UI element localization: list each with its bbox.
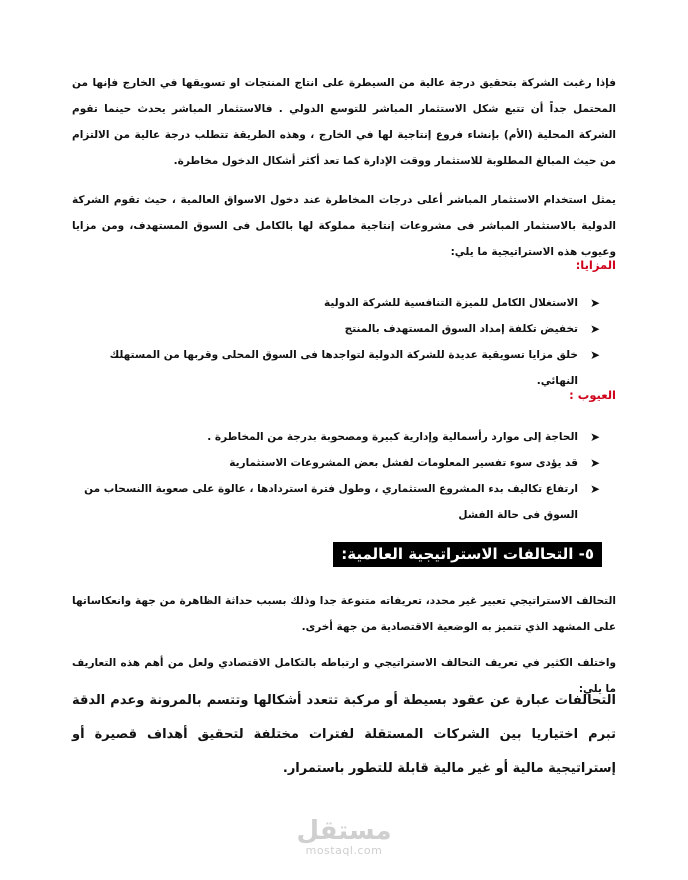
list-item-text: الاستغلال الكامل للميزة التنافسية للشركة الدولية	[324, 297, 578, 309]
advantages-heading: المزايا:	[575, 258, 616, 272]
arrowhead-bullet-icon: ➤	[589, 456, 600, 470]
section-title: ٥- التحالفات الاستراتيجية العالمية:	[333, 542, 602, 567]
list-item-text: تخفيض تكلفة إمداد السوق المستهدف بالمنتج	[344, 323, 578, 335]
alliance-paragraph: التحالف الاستراتيجي تعبير غير محدد، تعريفاته متنوعة جدا وذلك بسبب حداثة الظاهرة من جهة وانعكاساتها على المشهد الذي تتميز به الوضعية الاقتصادية من جهة أخرى.	[72, 595, 616, 633]
disadvantages-heading: العيوب :	[569, 388, 616, 402]
list-item	[72, 290, 600, 316]
list-item	[72, 342, 600, 394]
list-item	[72, 424, 600, 450]
list-item-text: خلق مزايا تسويقية عديدة للشركة الدولية لتواجدها فى السوق المحلى وقربها من المستهلك النهائي.	[109, 349, 578, 387]
arrowhead-bullet-icon: ➤	[589, 348, 600, 362]
arrowhead-bullet-icon: ➤	[589, 322, 600, 336]
arrowhead-bullet-icon: ➤	[589, 430, 600, 444]
disadvantages-list	[72, 424, 600, 528]
list-item	[72, 476, 600, 528]
arrowhead-bullet-icon: ➤	[589, 296, 600, 310]
advantages-list	[72, 290, 600, 394]
watermark-logo: مستقل	[296, 816, 392, 846]
list-item-text: الحاجة إلى موارد رأسمالية وإدارية كبيرة ومصحوبة بدرجة من المخاطرة .	[207, 431, 578, 443]
list-item-text: قد يؤدى سوء تفسير المعلومات لفشل بعض المشروعات الاستثمارية	[229, 457, 578, 469]
list-item	[72, 316, 600, 342]
watermark-url: mostaql.com	[305, 844, 383, 857]
list-item	[72, 450, 600, 476]
watermark	[0, 818, 688, 858]
risk-paragraph: يمثل استخدام الاستثمار المباشر أعلى درجات المخاطرة عند دخول الاسواق العالمية ، حيث تقوم الشركة الدولية بالاستثمار المباشر فى مشروعات إنتاجية مملوكة لها بالكامل فى السوق المستهدف، ومن مزايا وعيوب هذه الاستراتيجية ما يلي:	[72, 194, 616, 258]
intro-paragraph: فإذا رغبت الشركة بتحقيق درجة عالية من السيطرة على انتاج المنتجات او تسويقها في الخارج فإنها من المحتمل جداً أن تتبع شكل الاستثمار المباشر للتوسع الدولي . فالاستثمار المباشر يحدث حينما تقوم الشركة المحلية (الأم) بإنشاء فروع إنتاجية لها في الخارج ، وهذه الطريقة تتطلب درجة عالية من الالتزام من حيث المبالغ المطلوبة للاستثمار ووقت الإدارة كما تعد أكثر أشكال الدخول مخاطرة.	[72, 77, 616, 167]
arrowhead-bullet-icon: ➤	[589, 482, 600, 496]
definition-paragraph: التحالفات عبارة عن عقود بسيطة أو مركبة تتعدد أشكالها وتتسم بالمرونة وعدم الدقة تبرم اختياريا بين الشركات المستقلة لفترات مختلفة لتحقيق أهداف قصيرة أو إستراتيجية مالية أو غير مالية قابلة للتطور باستمرار.	[72, 693, 616, 776]
definitions-intro: واختلف الكثير في تعريف التحالف الاستراتيجي و ارتباطه بالتكامل الاقتصادي ولعل من أهم هذه التعاريف ما يلي:	[72, 657, 616, 695]
list-item-text: ارتفاع تكاليف بدء المشروع الستثماري ، وطول فترة استردادها ، عالوة على صعوبة االنسحاب من السوق فى حالة الفشل	[84, 483, 578, 521]
